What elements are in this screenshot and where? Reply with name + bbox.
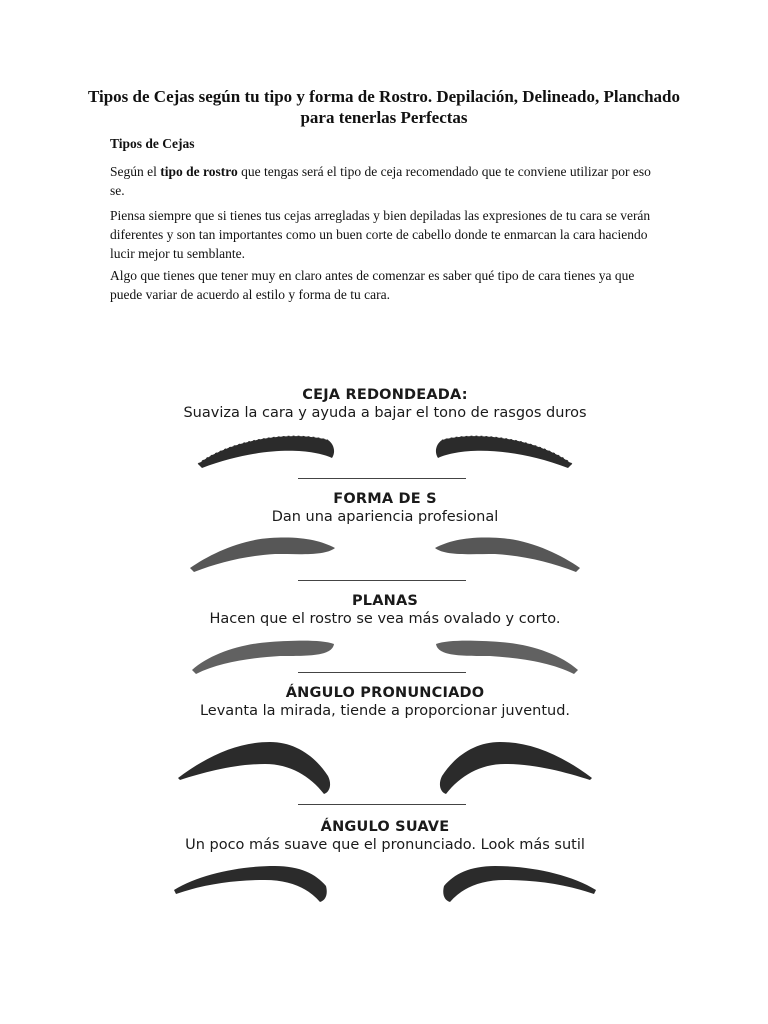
- paragraph-1-text-before: Según el: [110, 164, 161, 179]
- flat-eyebrow-pair-icon: [150, 632, 620, 676]
- eyebrow-type-description: Dan una apariencia profesional: [271, 509, 499, 525]
- eyebrow-type-title: CEJA REDONDEADA:: [302, 387, 468, 403]
- eyebrow-type-description: Un poco más suave que el pronunciado. Look más sutil: [185, 837, 585, 853]
- eyebrow-type-description: Levanta la mirada, tiende a proporcionar juventud.: [199, 703, 571, 719]
- soft-angle-eyebrow-pair-icon: [150, 860, 620, 906]
- document-title: Tipos de Cejas según tu tipo y forma de Rostro. Depilación, Delineado, Planchado para tenerlas Perfectas: [87, 87, 681, 127]
- eyebrow-types-infographic: [150, 370, 620, 910]
- eyebrow-section-pronounced-angle: [150, 684, 620, 721]
- section-divider: [298, 580, 466, 581]
- paragraph-1-bold-term: tipo de rostro: [160, 164, 238, 179]
- eyebrow-type-description: Hacen que el rostro se vea más ovalado y corto.: [209, 611, 561, 627]
- eyebrow-section-flat: [150, 592, 620, 629]
- pronounced-angle-eyebrow-pair-icon: [150, 732, 620, 798]
- s-shaped-eyebrow-pair-icon: [150, 528, 620, 574]
- paragraph-2: Piensa siempre que si tienes tus cejas arregladas y bien depiladas las expresiones de tu cara se verán diferentes y son tan importantes como un buen corte de cabello donde te enmarcan la cara haciendo lucir mejor tu semblante.: [110, 208, 651, 261]
- section-divider: [298, 672, 466, 673]
- section-divider: [298, 804, 466, 805]
- eyebrow-type-title: PLANAS: [351, 593, 419, 609]
- eyebrow-type-title: ÁNGULO SUAVE: [320, 819, 450, 835]
- paragraph-1-text-after: que tengas será el tipo de ceja recomendado que te conviene utilizar por eso se.: [110, 164, 651, 198]
- rounded-eyebrow-pair-icon: [150, 426, 620, 470]
- paragraph-1: [110, 162, 666, 200]
- eyebrow-type-title: ÁNGULO PRONUNCIADO: [285, 685, 485, 701]
- section-heading: Tipos de Cejas: [110, 136, 195, 151]
- paragraph-3: Algo que tienes que tener muy en claro antes de comenzar es saber qué tipo de cara tienes ya que puede variar de acuerdo al estilo y forma de tu cara.: [110, 268, 635, 302]
- section-divider: [298, 478, 466, 479]
- eyebrow-type-description: Suaviza la cara y ayuda a bajar el tono de rasgos duros: [183, 405, 587, 421]
- eyebrow-section-rounded: [150, 386, 620, 423]
- eyebrow-section-s-shape: [150, 490, 620, 527]
- eyebrow-type-title: FORMA DE S: [333, 491, 437, 507]
- eyebrow-section-soft-angle: [150, 818, 620, 855]
